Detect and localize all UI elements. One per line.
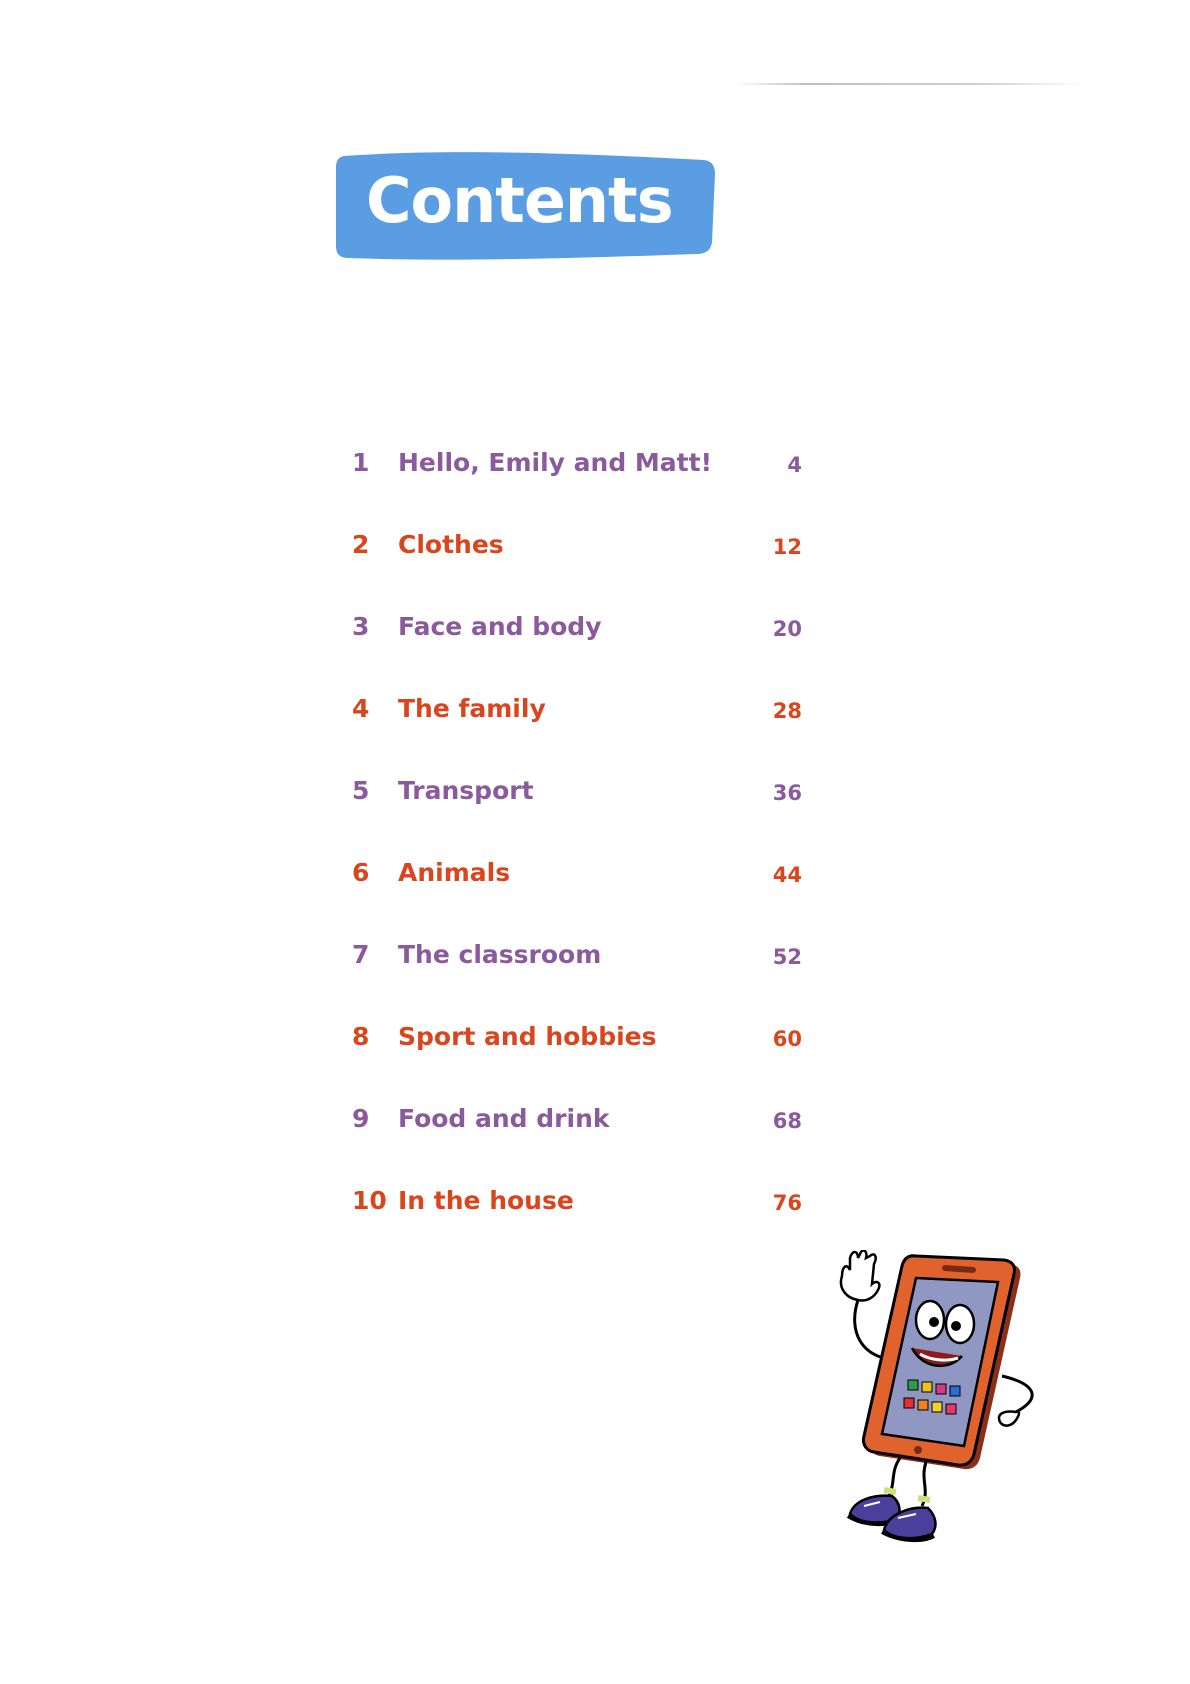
table-of-contents (352, 448, 812, 1268)
toc-page-number: 60 (772, 1027, 802, 1051)
top-divider (735, 83, 1085, 85)
toc-unit-title: The classroom (398, 940, 602, 969)
toc-page-number: 52 (772, 945, 802, 969)
toc-unit-title: Food and drink (398, 1104, 610, 1133)
toc-unit-number: 8 (352, 1022, 370, 1051)
toc-entry (352, 776, 812, 858)
toc-unit-title: Sport and hobbies (398, 1022, 657, 1051)
toc-unit-title: In the house (398, 1186, 574, 1215)
toc-unit-number: 1 (352, 448, 370, 477)
toc-unit-number: 7 (352, 940, 370, 969)
toc-unit-title: Clothes (398, 530, 504, 559)
toc-entry (352, 940, 812, 1022)
toc-page-number: 68 (772, 1109, 802, 1133)
toc-unit-number: 4 (352, 694, 370, 723)
toc-page-number: 76 (772, 1191, 802, 1215)
toc-page-number: 4 (787, 453, 802, 477)
toc-unit-title: The family (398, 694, 546, 723)
toc-entry (352, 1022, 812, 1104)
toc-page-number: 36 (772, 781, 802, 805)
toc-unit-number: 9 (352, 1104, 370, 1133)
toc-page-number: 44 (772, 863, 802, 887)
toc-unit-number: 10 (352, 1186, 387, 1215)
toc-unit-number: 6 (352, 858, 370, 887)
toc-entry (352, 694, 812, 776)
toc-unit-title: Transport (398, 776, 534, 805)
toc-unit-number: 3 (352, 612, 370, 641)
toc-unit-title: Animals (398, 858, 511, 887)
toc-page-number: 28 (772, 699, 802, 723)
smartphone-mascot-icon (830, 1250, 1040, 1550)
toc-unit-number: 5 (352, 776, 370, 805)
toc-entry (352, 448, 812, 530)
toc-unit-title: Hello, Emily and Matt! (398, 448, 712, 477)
page-title: Contents (366, 164, 673, 237)
toc-entry (352, 858, 812, 940)
toc-entry (352, 1186, 812, 1268)
toc-entry (352, 530, 812, 612)
toc-entry (352, 612, 812, 694)
toc-page-number: 20 (772, 617, 802, 641)
toc-unit-number: 2 (352, 530, 370, 559)
contents-title-banner (334, 150, 716, 264)
toc-unit-title: Face and body (398, 612, 602, 641)
toc-page-number: 12 (772, 535, 802, 559)
toc-entry (352, 1104, 812, 1186)
